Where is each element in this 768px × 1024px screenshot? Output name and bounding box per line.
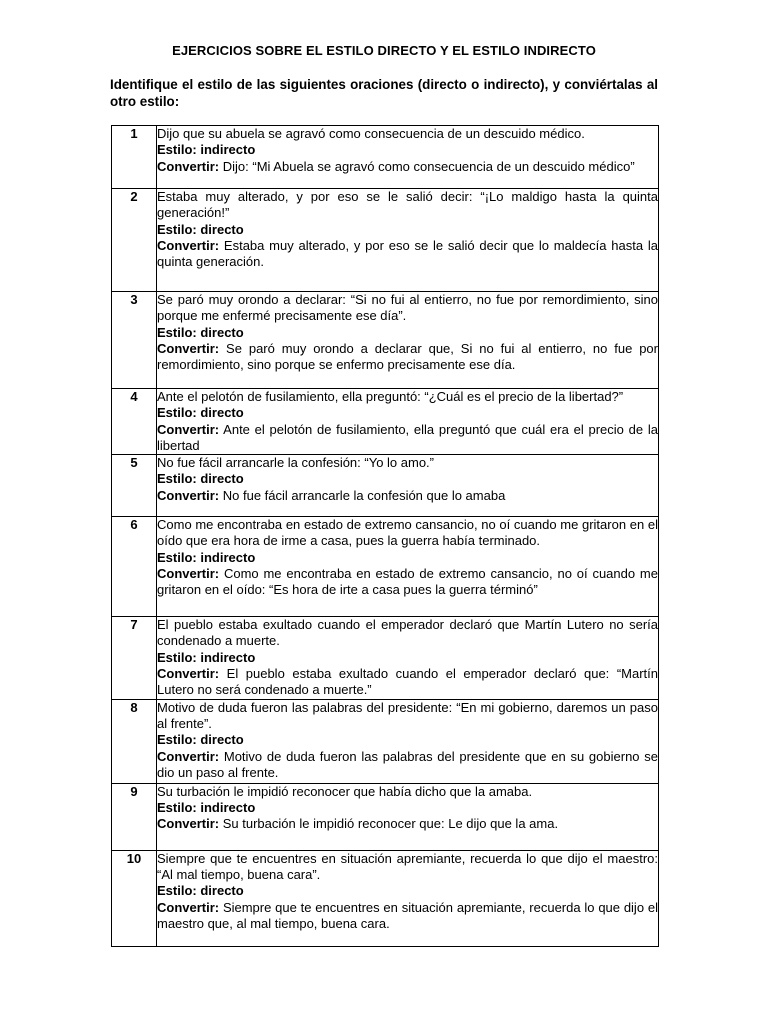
exercise-content: [157, 699, 659, 783]
exercise-number: 5: [112, 455, 157, 517]
exercise-sentence: Se paró muy orondo a declarar: “Si no fui al entierro, no fue por remordimiento, sino porque me enfermé precisamente ese día”.: [157, 292, 658, 324]
style-value: directo: [200, 471, 244, 487]
convert-line: [157, 238, 658, 271]
exercise-content: [157, 455, 659, 517]
style-value: indirecto: [200, 549, 256, 565]
convert-line: [157, 341, 658, 374]
exercise-row: [112, 783, 659, 850]
exercise-sentence: Motivo de duda fueron las palabras del presidente: “En mi gobierno, daremos un paso al frente”.: [157, 699, 658, 731]
convert-text: Motivo de duda fueron las palabras del presidente que en su gobierno se dio un paso al frente.: [157, 748, 658, 780]
style-label: Estilo:: [157, 883, 197, 899]
style-value: indirecto: [200, 142, 256, 158]
style-value: indirecto: [200, 799, 256, 815]
convert-text: No fue fácil arrancarle la confesión que lo amaba: [222, 487, 506, 503]
style-line: [157, 883, 658, 899]
convert-line: [157, 159, 658, 175]
style-value: directo: [200, 405, 244, 421]
style-label: Estilo:: [157, 405, 197, 421]
convert-label: Convertir:: [157, 816, 220, 832]
convert-line: [157, 566, 658, 599]
style-line: [157, 405, 658, 421]
exercise-sentence: El pueblo estaba exultado cuando el emperador declaró que Martín Lutero no sería condenado a muerte.: [157, 617, 658, 649]
exercise-number: 3: [112, 292, 157, 389]
convert-line: [157, 900, 658, 933]
convert-text: Estaba muy alterado, y por eso se le salió decir que lo maldecía hasta la quinta generación.: [157, 237, 658, 270]
style-line: [157, 471, 658, 487]
convert-label: Convertir:: [157, 237, 220, 253]
style-line: [157, 650, 658, 666]
exercise-content: [157, 389, 659, 455]
style-label: Estilo:: [157, 221, 197, 237]
style-value: directo: [200, 324, 244, 340]
style-line: [157, 222, 658, 238]
convert-label: Convertir:: [157, 421, 220, 437]
style-value: directo: [200, 883, 244, 899]
exercise-row: [112, 189, 659, 292]
exercise-number: 9: [112, 783, 157, 850]
convert-label: Convertir:: [157, 666, 220, 682]
exercise-sentence: Siempre que te encuentres en situación apremiante, recuerda lo que dijo el maestro: “Al mal tiempo, buena cara”.: [157, 850, 658, 882]
exercise-row: [112, 517, 659, 617]
style-line: [157, 800, 658, 816]
exercise-row: [112, 699, 659, 783]
exercise-number: 10: [112, 850, 157, 946]
exercise-sentence: Como me encontraba en estado de extremo cansancio, no oí cuando me gritaron en el oído que era hora de irme a casa, pues la guerra había terminado.: [157, 517, 658, 549]
exercise-row: [112, 850, 659, 946]
convert-label: Convertir:: [157, 340, 220, 356]
style-value: directo: [200, 221, 244, 237]
convert-label: Convertir:: [157, 899, 220, 915]
style-value: directo: [200, 732, 244, 748]
exercise-number: 4: [112, 389, 157, 455]
convert-line: [157, 749, 658, 782]
style-label: Estilo:: [157, 324, 197, 340]
style-line: [157, 142, 658, 158]
exercise-number: 1: [112, 126, 157, 189]
style-label: Estilo:: [157, 732, 197, 748]
style-value: indirecto: [200, 649, 256, 665]
exercise-sentence: Su turbación le impidió reconocer que había dicho que la amaba.: [157, 783, 533, 799]
style-label: Estilo:: [157, 799, 197, 815]
style-label: Estilo:: [157, 471, 197, 487]
style-label: Estilo:: [157, 649, 197, 665]
exercise-row: [112, 455, 659, 517]
exercise-content: [157, 617, 659, 699]
convert-line: [157, 816, 658, 832]
convert-line: [157, 488, 658, 504]
exercise-sentence: Ante el pelotón de fusilamiento, ella preguntó: “¿Cuál es el precio de la libertad?”: [157, 389, 624, 404]
convert-label: Convertir:: [157, 748, 220, 764]
exercise-content: [157, 126, 659, 189]
instructions: Identifique el estilo de las siguientes oraciones (directo o indirecto), y conviértalas al otro estilo:: [110, 77, 658, 109]
convert-text: Como me encontraba en estado de extremo cansancio, no oí cuando me gritaron en el oído: “Es hora de irte a casa pues la guerra términó”: [157, 566, 658, 598]
style-label: Estilo:: [157, 549, 197, 565]
exercise-number: 7: [112, 617, 157, 699]
convert-text: Se paró muy orondo a declarar que, Si no fui al entierro, no fue por remordimiento, sino porque se enfermo precisamente ese día.: [157, 340, 658, 373]
convert-text: Siempre que te encuentres en situación apremiante, recuerda lo que dijo el maestro que, al mal tiempo, buena cara.: [157, 899, 658, 931]
exercise-table: [111, 125, 659, 947]
exercise-content: [157, 783, 659, 850]
exercise-sentence: Dijo que su abuela se agravó como consecuencia de un descuido médico.: [157, 126, 585, 141]
convert-text: Su turbación le impidió reconocer que: Le dijo que la ama.: [222, 816, 559, 832]
convert-text: El pueblo estaba exultado cuando el emperador declaró que: “Martín Lutero no será condenado a muerte.”: [157, 666, 658, 698]
exercise-sentence: No fue fácil arrancarle la confesión: “Yo lo amo.”: [157, 455, 434, 471]
exercise-row: [112, 389, 659, 455]
convert-text: Dijo: “Mi Abuela se agravó como consecuencia de un descuido médico”: [222, 158, 635, 174]
exercise-content: [157, 517, 659, 617]
exercise-number: 6: [112, 517, 157, 617]
convert-text: Ante el pelotón de fusilamiento, ella preguntó que cuál era el precio de la libertad: [157, 421, 658, 453]
convert-label: Convertir:: [157, 487, 220, 503]
exercise-row: [112, 126, 659, 189]
convert-label: Convertir:: [157, 158, 220, 174]
style-line: [157, 550, 658, 566]
exercise-content: [157, 292, 659, 389]
exercise-content: [157, 189, 659, 292]
style-line: [157, 325, 658, 341]
style-line: [157, 732, 658, 748]
style-label: Estilo:: [157, 142, 197, 158]
exercise-row: [112, 617, 659, 699]
document-title: EJERCICIOS SOBRE EL ESTILO DIRECTO Y EL ESTILO INDIRECTO: [172, 43, 596, 58]
exercise-row: [112, 292, 659, 389]
exercise-sentence: Estaba muy alterado, y por eso se le salió decir: “¡Lo maldigo hasta la quinta generación!”: [157, 189, 658, 221]
convert-line: [157, 422, 658, 455]
convert-label: Convertir:: [157, 566, 220, 582]
exercise-content: [157, 850, 659, 946]
exercise-number: 8: [112, 699, 157, 783]
convert-line: [157, 666, 658, 699]
exercise-number: 2: [112, 189, 157, 292]
